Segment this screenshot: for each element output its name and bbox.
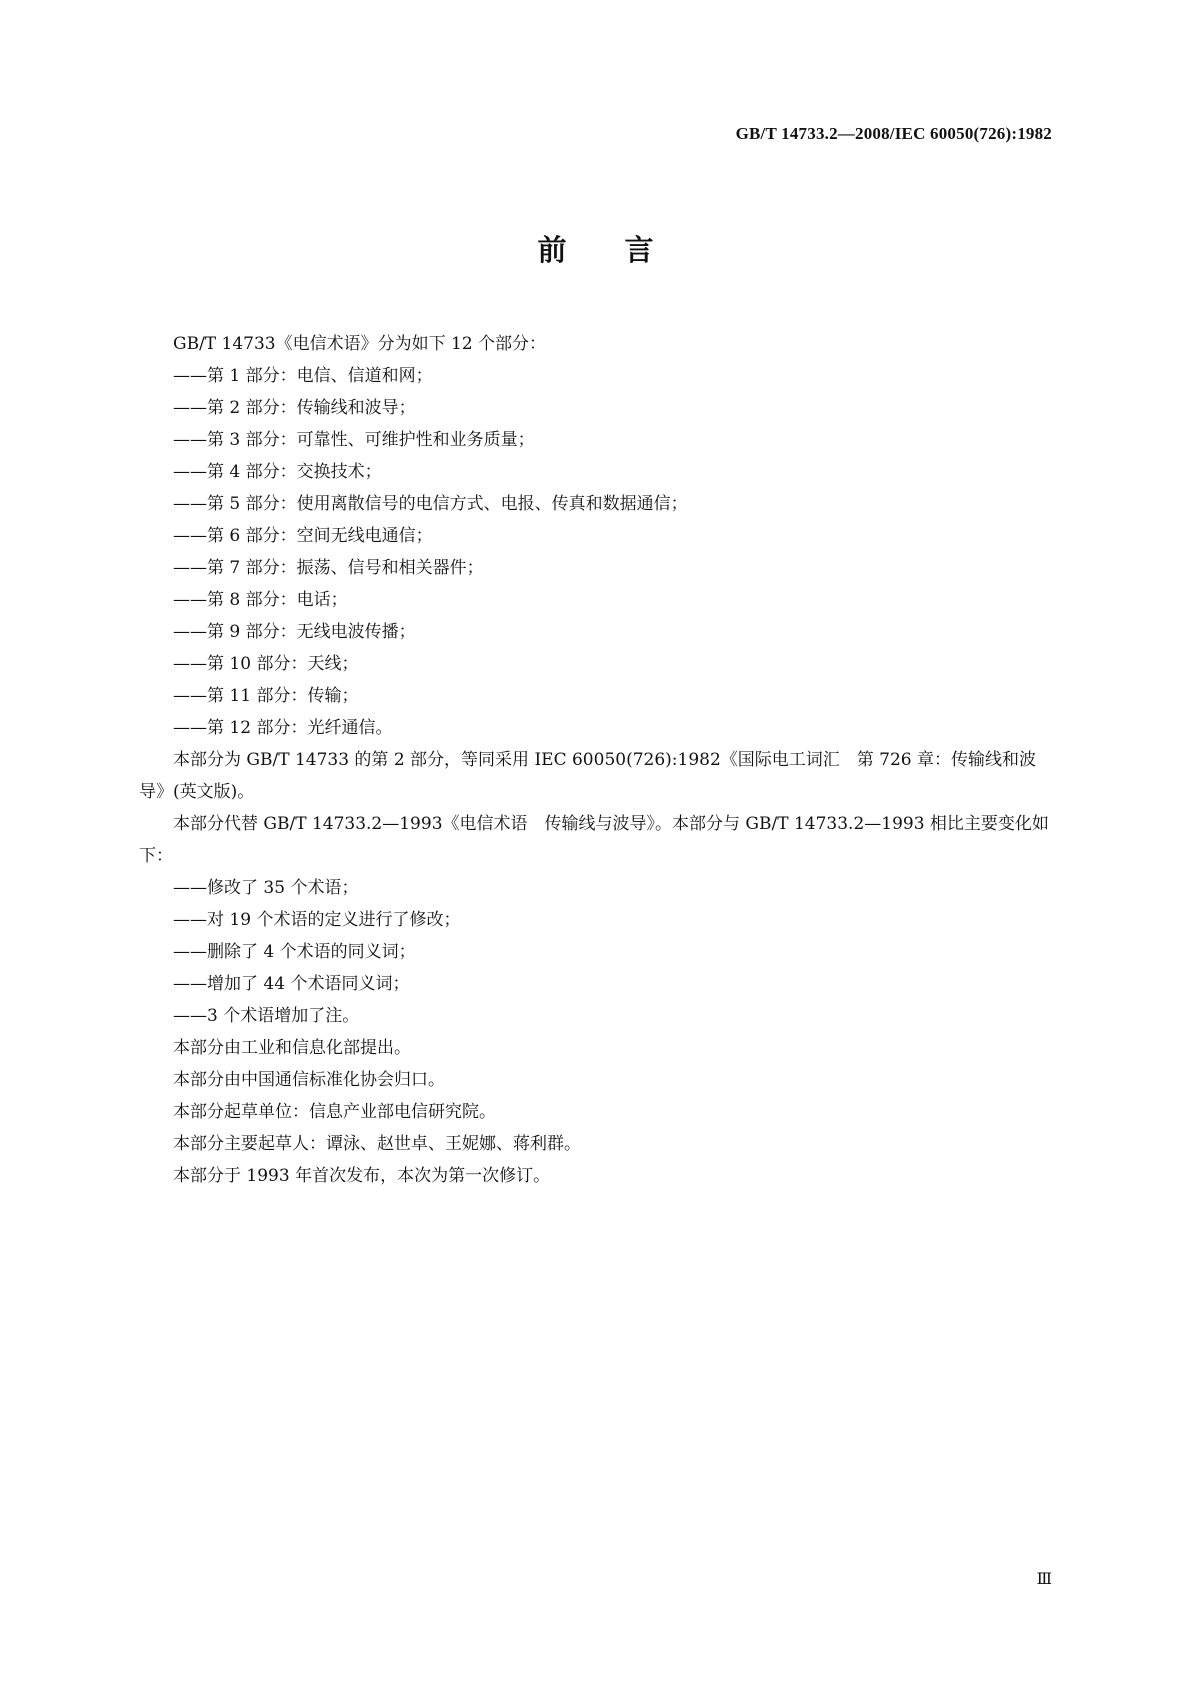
replacement-paragraph: 本部分代替 GB/T 14733.2—1993《电信术语 传输线与波导》。本部分与 GB/T 14733.2—1993 相比主要变化如下： [139, 814, 1049, 866]
page-number: Ⅲ [1036, 1571, 1052, 1588]
drafters-paragraph: 本部分主要起草人：谭泳、赵世卓、王妮娜、蒋利群。 [173, 1134, 581, 1154]
adoption-paragraph: 本部分为 GB/T 14733 的第 2 部分，等同采用 IEC 60050(726):1982《国际电工词汇 第 726 章：传输线和波导》(英文版)。 [139, 750, 1037, 802]
part-list-item: ——第 1 部分：电信、信道和网； [173, 366, 433, 386]
part-list-item: ——第 4 部分：交换技术； [173, 462, 382, 482]
change-list-item: ——3 个术语增加了注。 [173, 1006, 360, 1026]
part-list-item: ——第 3 部分：可靠性、可维护性和业务质量； [173, 430, 535, 450]
part-list-item: ——第 12 部分：光纤通信。 [173, 718, 393, 738]
page-title: 前言 [537, 233, 712, 267]
part-list-item: ——第 11 部分：传输； [173, 686, 359, 706]
part-list-item: ——第 7 部分：振荡、信号和相关器件； [173, 558, 484, 578]
part-list-item: ——第 8 部分：电话； [173, 590, 348, 610]
administration-paragraph: 本部分由中国通信标准化协会归口。 [173, 1070, 445, 1090]
part-list-item: ——第 6 部分：空间无线电通信； [173, 526, 433, 546]
foreword-body [139, 328, 1052, 1192]
change-list-item: ——增加了 44 个术语同义词； [173, 974, 410, 994]
intro-paragraph: GB/T 14733《电信术语》分为如下 12 个部分： [173, 334, 547, 354]
change-list-item: ——删除了 4 个术语的同义词； [173, 942, 416, 962]
standard-code-header: GB/T 14733.2—2008/IEC 60050(726):1982 [735, 124, 1052, 143]
drafting-unit-paragraph: 本部分起草单位：信息产业部电信研究院。 [173, 1102, 496, 1122]
change-list-item: ——对 19 个术语的定义进行了修改； [173, 910, 461, 930]
part-list-item: ——第 9 部分：无线电波传播； [173, 622, 416, 642]
change-list-item: ——修改了 35 个术语； [173, 878, 359, 898]
part-list-item: ——第 2 部分：传输线和波导； [173, 398, 416, 418]
part-list-item: ——第 10 部分：天线； [173, 654, 359, 674]
part-list-item: ——第 5 部分：使用离散信号的电信方式、电报、传真和数据通信； [173, 494, 688, 514]
history-paragraph: 本部分于 1993 年首次发布，本次为第一次修订。 [173, 1166, 551, 1186]
proposer-paragraph: 本部分由工业和信息化部提出。 [173, 1038, 411, 1058]
